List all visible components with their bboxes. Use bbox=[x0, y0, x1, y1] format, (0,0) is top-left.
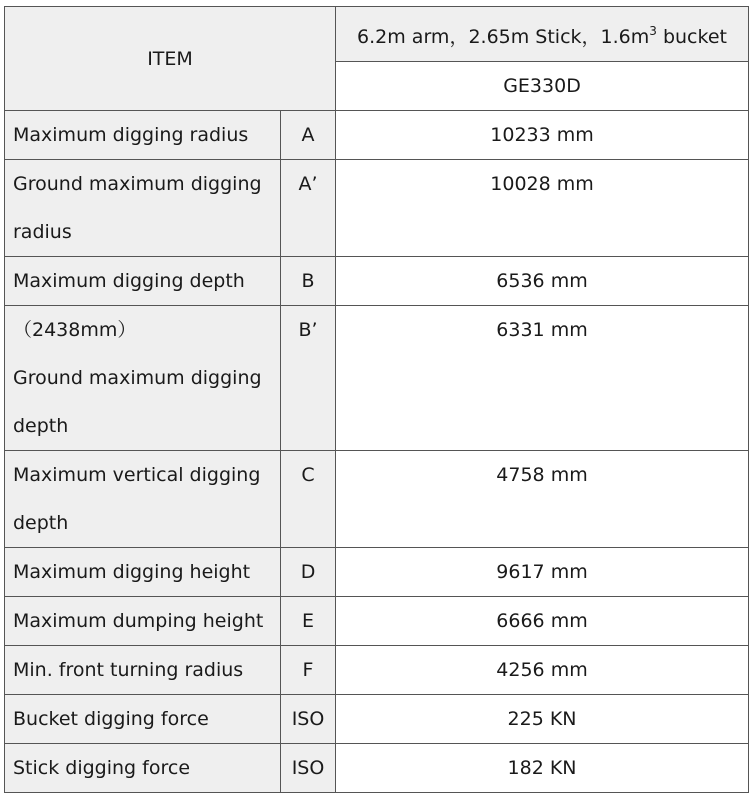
table-row bbox=[5, 744, 749, 793]
row-code-cell bbox=[281, 695, 336, 744]
table-row bbox=[5, 451, 749, 548]
row-label-cell bbox=[5, 257, 281, 306]
row-label-cell bbox=[5, 744, 281, 793]
row-label-line: Ground maximum digging bbox=[13, 367, 262, 389]
row-code: ISO bbox=[291, 757, 325, 779]
row-value-cell bbox=[336, 695, 749, 744]
model-header-cell bbox=[336, 62, 749, 111]
config-header-cell bbox=[336, 7, 749, 62]
row-label-line: Maximum dumping height bbox=[13, 610, 264, 632]
row-code-cell bbox=[281, 646, 336, 695]
row-code-cell bbox=[281, 597, 336, 646]
config-header-sup: 3 bbox=[649, 24, 657, 38]
row-value: 6331 mm bbox=[496, 319, 588, 341]
row-value-cell bbox=[336, 597, 749, 646]
row-code-cell bbox=[281, 306, 336, 451]
config-header-suffix: bucket bbox=[656, 26, 727, 48]
row-code: B bbox=[301, 270, 315, 292]
row-label-cell bbox=[5, 111, 281, 160]
row-code-cell bbox=[281, 257, 336, 306]
row-code: ISO bbox=[291, 708, 325, 730]
row-code: E bbox=[302, 610, 315, 632]
item-header-cell bbox=[5, 7, 336, 111]
table-row bbox=[5, 548, 749, 597]
row-value: 10233 mm bbox=[490, 124, 594, 146]
row-code: F bbox=[302, 659, 314, 681]
table-row bbox=[5, 646, 749, 695]
row-value: 4256 mm bbox=[496, 659, 588, 681]
row-code: B’ bbox=[298, 319, 318, 341]
table-row bbox=[5, 306, 749, 451]
row-label-line: Maximum vertical digging bbox=[13, 464, 261, 486]
row-value-cell bbox=[336, 111, 749, 160]
row-value-cell bbox=[336, 306, 749, 451]
row-label-line: Bucket digging force bbox=[13, 708, 209, 730]
config-header-prefix: 6.2m arm，2.65m Stick，1.6m bbox=[357, 26, 650, 48]
row-label-line: （2438mm） bbox=[13, 319, 137, 341]
row-value-cell bbox=[336, 548, 749, 597]
row-value-cell bbox=[336, 646, 749, 695]
table-row bbox=[5, 257, 749, 306]
row-value: 182 KN bbox=[507, 757, 577, 779]
row-value: 9617 mm bbox=[496, 561, 588, 583]
row-code: D bbox=[300, 561, 316, 583]
table-row bbox=[5, 111, 749, 160]
row-value: 10028 mm bbox=[490, 173, 594, 195]
row-value-cell bbox=[336, 257, 749, 306]
row-code: A bbox=[301, 124, 315, 146]
row-label-line: Ground maximum digging bbox=[13, 173, 262, 195]
row-code-cell bbox=[281, 451, 336, 548]
spec-table bbox=[4, 6, 749, 793]
row-label-line: Maximum digging height bbox=[13, 561, 251, 583]
row-code-cell bbox=[281, 548, 336, 597]
spec-table-body bbox=[5, 7, 749, 793]
row-label-cell bbox=[5, 306, 281, 451]
row-label-line: Maximum digging depth bbox=[13, 270, 245, 292]
row-value-cell bbox=[336, 744, 749, 793]
row-value-cell bbox=[336, 451, 749, 548]
row-label-line: Min. front turning radius bbox=[13, 659, 244, 681]
table-row bbox=[5, 160, 749, 257]
header-row-config bbox=[5, 7, 749, 62]
row-value: 6536 mm bbox=[496, 270, 588, 292]
row-label-line: depth bbox=[13, 512, 69, 534]
row-value: 4758 mm bbox=[496, 464, 588, 486]
row-code-cell bbox=[281, 744, 336, 793]
model-header-label: GE330D bbox=[503, 75, 581, 97]
row-label-cell bbox=[5, 548, 281, 597]
item-header-label: ITEM bbox=[147, 47, 193, 70]
row-label-cell bbox=[5, 160, 281, 257]
row-label-line: Stick digging force bbox=[13, 757, 191, 779]
row-value: 6666 mm bbox=[496, 610, 588, 632]
row-label-cell bbox=[5, 451, 281, 548]
row-label-cell bbox=[5, 646, 281, 695]
row-label-cell bbox=[5, 597, 281, 646]
row-code-cell bbox=[281, 160, 336, 257]
row-code: A’ bbox=[298, 173, 318, 195]
row-label-line: depth bbox=[13, 415, 69, 437]
row-label-line: Maximum digging radius bbox=[13, 124, 249, 146]
table-row bbox=[5, 695, 749, 744]
row-code: C bbox=[301, 464, 315, 486]
row-label-cell bbox=[5, 695, 281, 744]
row-code-cell bbox=[281, 111, 336, 160]
row-label-line: radius bbox=[13, 221, 72, 243]
row-value-cell bbox=[336, 160, 749, 257]
row-value: 225 KN bbox=[507, 708, 577, 730]
table-row bbox=[5, 597, 749, 646]
